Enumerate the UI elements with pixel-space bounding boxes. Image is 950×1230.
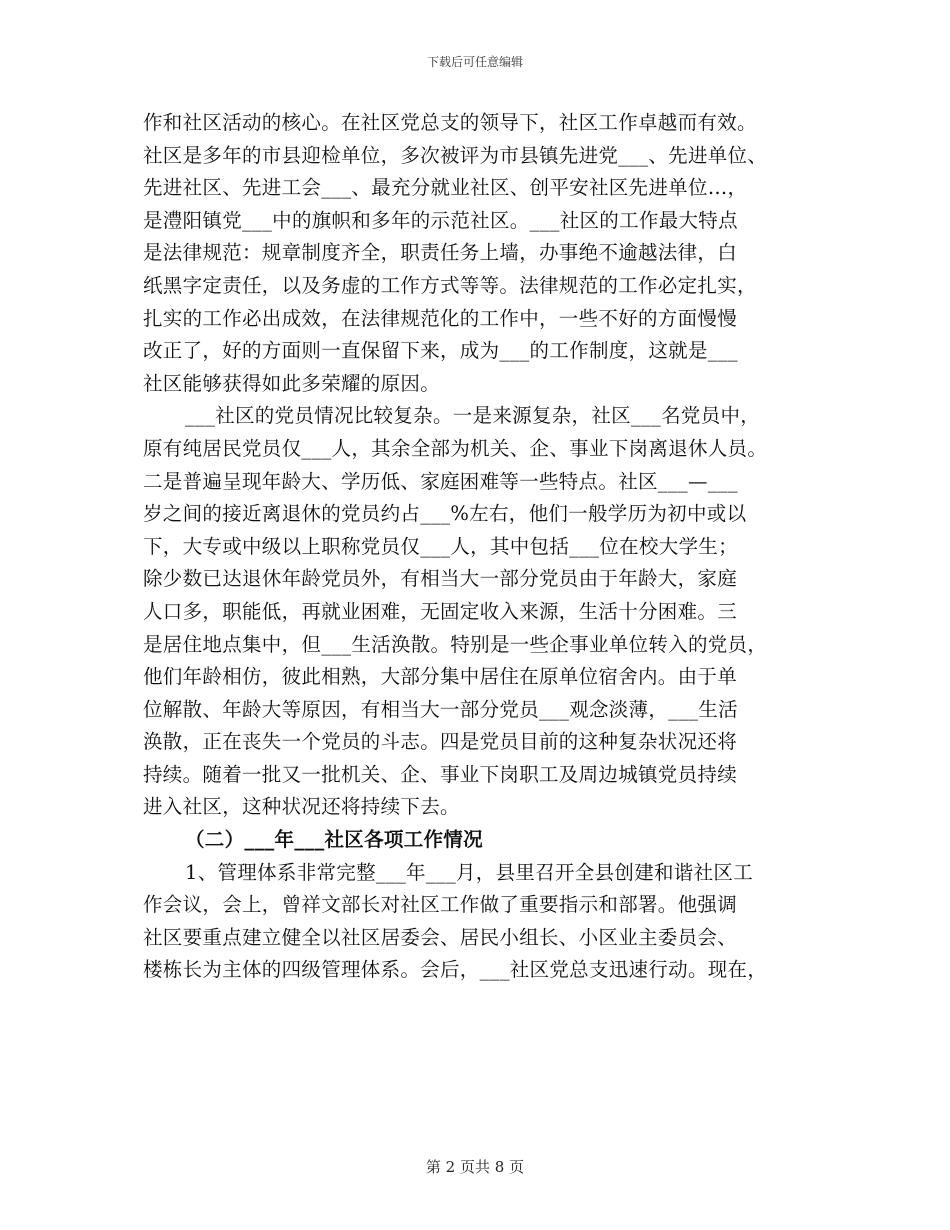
text-line: 纸黑字定责任，以及务虚的工作方式等等。法律规范的工作必定扎实， (143, 273, 757, 297)
paragraph-1 (143, 107, 823, 400)
text-line: 扎实的工作必出成效，在法律规范化的工作中，一些不好的方面慢慢 (143, 306, 738, 330)
text-line: 社区是多年的市县迎检单位，多次被评为市县镇先进党___、先进单位、 (143, 143, 768, 167)
text-line: 持续。随着一批又一批机关、企、事业下岗职工及周边城镇党员持续 (143, 762, 738, 786)
text-line: 先进社区、先进工会___、最充分就业社区、创平安社区先进单位…， (143, 176, 748, 200)
text-line: 楼栋长为主体的四级管理体系。会后，___社区党总支迅速行动。现在， (143, 958, 768, 982)
text-line: 是澧阳镇党___中的旗帜和多年的示范社区。___社区的工作最大特点 (143, 208, 738, 232)
page-header: 下载后可任意编辑 (426, 55, 523, 69)
text-line: 社区要重点建立健全以社区居委会、居民小组长、小区业主委员会、 (143, 925, 738, 949)
text-line: 二是普遍呈现年龄大、学历低、家庭困难等一些特点。社区___—___ (143, 469, 738, 493)
paragraph-2 (143, 400, 823, 824)
document-body (143, 107, 823, 987)
text-line: 人口多，职能低，再就业困难，无固定收入来源，生活十分困难。三 (143, 599, 738, 623)
text-line: 下，大专或中级以上职称党员仅___人，其中包括___位在校大学生； (143, 534, 738, 558)
text-line: 除少数已达退休年龄党员外，有相当大一部分党员由于年龄大，家庭 (143, 567, 738, 591)
paragraph-3 (143, 857, 823, 987)
page-footer: 第 2 页共 8 页 (425, 1158, 525, 1176)
text-line: 岁之间的接近离退休的党员约占___%左右，他们一般学历为初中或以 (143, 502, 747, 526)
text-line: 作会议，会上，曾祥文部长对社区工作做了重要指示和部署。他强调 (143, 893, 738, 917)
section-heading: （二）___年___社区各项工作情况 (185, 828, 483, 852)
text-line: 1、管理体系非常完整___年___月，县里召开全县创建和谐社区工 (185, 860, 754, 884)
text-line: 社区能够获得如此多荣耀的原因。 (143, 371, 441, 395)
text-line: 是居住地点集中，但___生活涣散。特别是一些企事业单位转入的党员， (143, 632, 768, 656)
text-line: 涣散，正在丧失一个党员的斗志。四是党员目前的这种复杂状况还将 (143, 730, 738, 754)
text-line: 位解散、年龄大等原因，有相当大一部分党员___观念淡薄，___生活 (143, 697, 738, 721)
text-line: 作和社区活动的核心。在社区党总支的领导下，社区工作卓越而有效。 (143, 111, 757, 134)
text-line: 原有纯居民党员仅___人，其余全部为机关、企、事业下岗离退休人员。 (143, 436, 768, 460)
text-line: 是法律规范：规章制度齐全，职责任务上墙，办事绝不逾越法律，白 (143, 241, 738, 265)
text-line: 进入社区，这种状况还将持续下去。 (143, 795, 460, 819)
text-line: ___社区的党员情况比较复杂。一是来源复杂，社区___名党员中， (185, 404, 761, 428)
text-line: 他们年龄相仿，彼此相熟，大部分集中居住在原单位宿舍内。由于单 (143, 665, 738, 689)
text-line: 改正了，好的方面则一直保留下来，成为___的工作制度，这就是___ (143, 339, 738, 363)
